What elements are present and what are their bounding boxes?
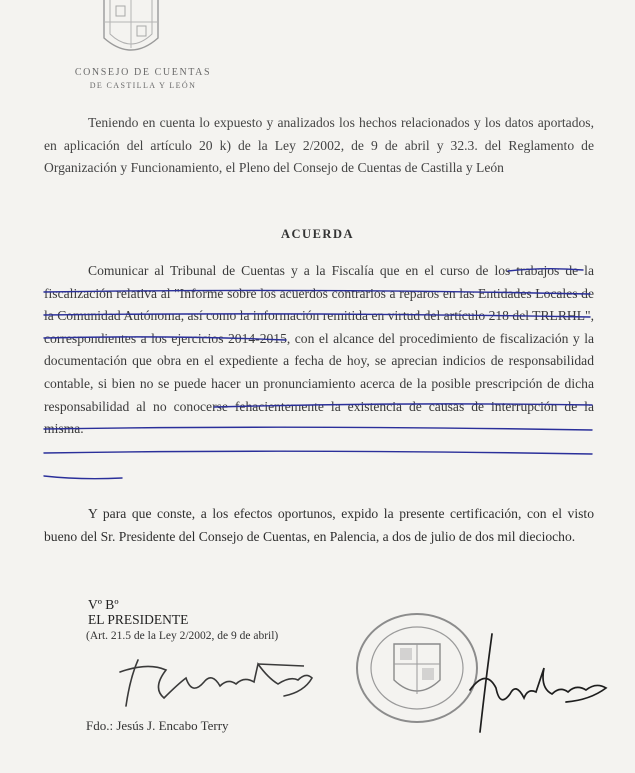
council-line-2: DE CASTILLA Y LEÓN — [89, 81, 197, 90]
intro-text: Teniendo en cuenta lo expuesto y analizados los hechos relacionados y los datos aportados, en aplicación del artículo 20 k) de la Ley 2/2002, de 9 de abril y 32.3. del Reglamento de Organización y Funcionamiento, el Pleno del Consejo de Cuentas de Castilla y León — [44, 115, 594, 176]
closing-paragraph — [44, 503, 594, 548]
agreement-paragraph — [44, 260, 594, 441]
intro-paragraph — [44, 112, 594, 180]
signer-name: Fdo.: Jesús J. Encabo Terry — [86, 718, 229, 733]
agreement-text: Comunicar al Tribunal de Cuentas y a la Fiscalía que en el curso de los trabajos de la fiscalización relativa al "Informe sobre los acuerdos contrarios a reparos en las Entidades Locales de la Comunidad Autónoma, así como la información remitida en virtud del artículo 218 del TRLRHL", correspondientes a los ejercicios 2014-2015, con el alcance del procedimiento de fiscalización y la documentación que obra en el expediente a fecha de hoy, se aprecian indicios de responsabilidad contable, si bien no se puede hacer un pronunciamiento acerca de la posible prescripción de dicha responsabilidad al no conocerse fehacientemente la existencia de causas de interrupción de la misma. — [44, 263, 594, 437]
legal-reference: (Art. 21.5 de la Ley 2/2002, de 9 de abril) — [86, 630, 279, 642]
visto-bueno: Vº Bº — [88, 597, 119, 612]
council-line-1: CONSEJO DE CUENTAS — [74, 67, 212, 78]
secretary-signature-icon — [440, 628, 620, 738]
council-seal-icon — [96, 0, 166, 58]
president-signature-icon — [108, 648, 328, 718]
council-name — [58, 66, 228, 92]
president-title: EL PRESIDENTE — [88, 612, 189, 627]
agreement-heading: ACUERDA — [281, 227, 354, 241]
closing-text: Y para que conste, a los efectos oportunos, expido la presente certificación, con el visto bueno del Sr. Presidente del Consejo de Cuentas, en Palencia, a dos de julio de dos mil dieciocho. — [44, 506, 594, 544]
